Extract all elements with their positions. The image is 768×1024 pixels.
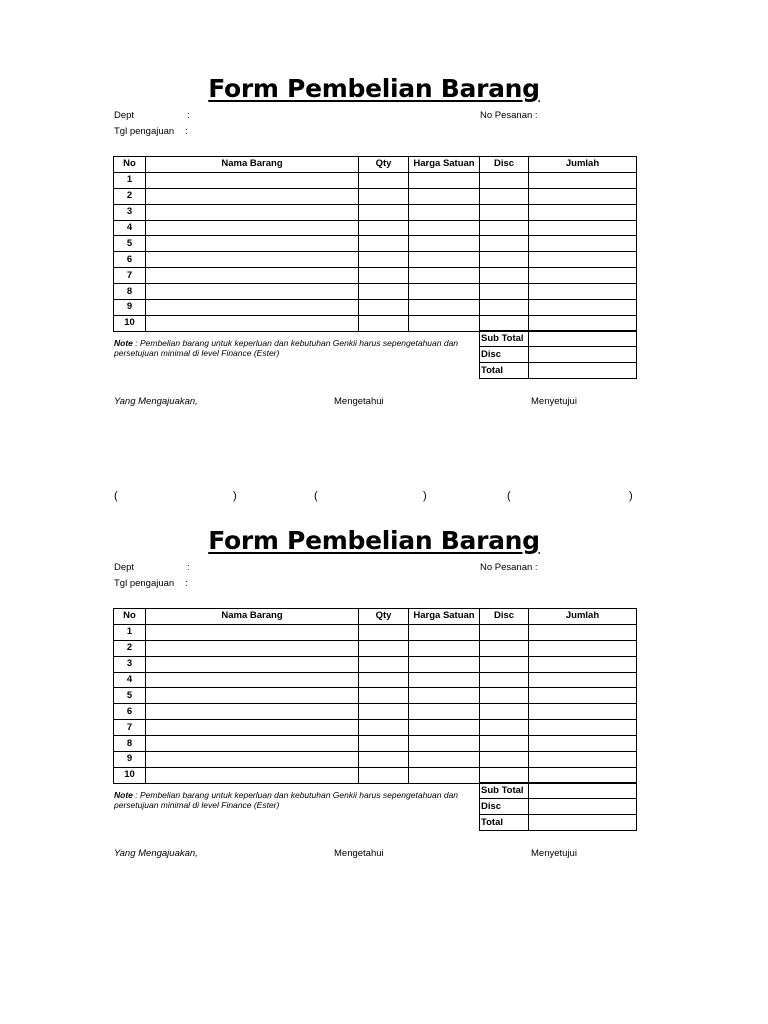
note-text <box>114 338 478 358</box>
cell-jumlah[interactable] <box>529 220 637 236</box>
cell-jumlah[interactable] <box>529 252 637 268</box>
no-pesanan-label: No Pesanan : <box>480 110 538 121</box>
dept-colon: : <box>187 110 190 121</box>
note-label: Note <box>114 790 133 800</box>
cell-nama-barang[interactable] <box>146 204 359 220</box>
cell-disc[interactable] <box>480 752 529 768</box>
total-label: Total <box>480 363 529 379</box>
row-number: 1 <box>114 624 146 640</box>
note-text <box>114 790 478 810</box>
table-row <box>114 315 637 331</box>
cell-qty[interactable] <box>359 172 409 188</box>
row-number: 6 <box>114 704 146 720</box>
total-label: Total <box>480 815 529 831</box>
signature-approved-label: Menyetujui <box>531 396 577 407</box>
items-table <box>113 608 637 784</box>
table-row <box>114 656 637 672</box>
table-row <box>114 220 637 236</box>
totals-table <box>479 782 637 831</box>
cell-disc[interactable] <box>480 720 529 736</box>
cell-jumlah[interactable] <box>529 624 637 640</box>
cell-nama-barang[interactable] <box>146 672 359 688</box>
col-header-nama-barang: Nama Barang <box>146 157 359 173</box>
row-number: 2 <box>114 640 146 656</box>
total-value[interactable] <box>529 363 637 379</box>
cell-qty[interactable] <box>359 204 409 220</box>
no-pesanan-label: No Pesanan : <box>480 562 538 573</box>
table-row <box>114 767 637 783</box>
cell-harga-satuan[interactable] <box>409 640 480 656</box>
cell-jumlah[interactable] <box>529 172 637 188</box>
signature-paren-close-3: ) <box>629 490 633 502</box>
subtotal-value[interactable] <box>529 331 637 347</box>
table-row <box>114 284 637 300</box>
cell-harga-satuan[interactable] <box>409 656 480 672</box>
col-header-jumlah: Jumlah <box>529 609 637 625</box>
tgl-pengajuan-field <box>114 578 214 590</box>
cell-harga-satuan[interactable] <box>409 736 480 752</box>
disc-total-value[interactable] <box>529 347 637 363</box>
cell-nama-barang[interactable] <box>146 736 359 752</box>
cell-jumlah[interactable] <box>529 656 637 672</box>
note-body: : Pembelian barang untuk keperluan dan kebutuhan Genkii harus sepengetahuan dan persetujuan minimal di level Finance (Ester) <box>114 790 459 810</box>
row-number: 2 <box>114 188 146 204</box>
subtotal-value[interactable] <box>529 783 637 799</box>
cell-jumlah[interactable] <box>529 752 637 768</box>
tgl-pengajuan-colon: : <box>185 578 188 589</box>
row-number: 9 <box>114 752 146 768</box>
table-row <box>114 704 637 720</box>
tgl-pengajuan-field <box>114 126 214 138</box>
col-header-disc: Disc <box>480 609 529 625</box>
row-number: 5 <box>114 688 146 704</box>
cell-jumlah[interactable] <box>529 720 637 736</box>
row-number: 5 <box>114 236 146 252</box>
col-header-jumlah: Jumlah <box>529 157 637 173</box>
cell-nama-barang[interactable] <box>146 188 359 204</box>
signature-paren-open-3: ( <box>507 490 511 502</box>
cell-qty[interactable] <box>359 268 409 284</box>
cell-qty[interactable] <box>359 640 409 656</box>
cell-nama-barang[interactable] <box>146 284 359 300</box>
signature-paren-close-1: ) <box>233 490 237 502</box>
table-header-row <box>114 157 637 173</box>
table-row <box>114 204 637 220</box>
row-number: 7 <box>114 720 146 736</box>
cell-disc[interactable] <box>480 688 529 704</box>
cell-jumlah[interactable] <box>529 284 637 300</box>
cell-jumlah[interactable] <box>529 204 637 220</box>
cell-jumlah[interactable] <box>529 300 637 316</box>
cell-disc[interactable] <box>480 300 529 316</box>
tgl-pengajuan-colon: : <box>185 126 188 137</box>
cell-harga-satuan[interactable] <box>409 704 480 720</box>
dept-field <box>114 110 214 122</box>
cell-nama-barang[interactable] <box>146 624 359 640</box>
form-title: Form Pembelian Barang <box>208 74 540 103</box>
cell-disc[interactable] <box>480 172 529 188</box>
cell-harga-satuan[interactable] <box>409 188 480 204</box>
row-number: 4 <box>114 672 146 688</box>
signature-acknowledged-label: Mengetahui <box>334 848 384 859</box>
cell-harga-satuan[interactable] <box>409 268 480 284</box>
col-header-disc: Disc <box>480 157 529 173</box>
cell-harga-satuan[interactable] <box>409 767 480 783</box>
cell-harga-satuan[interactable] <box>409 688 480 704</box>
disc-total-label: Disc <box>480 347 529 363</box>
col-header-nama-barang: Nama Barang <box>146 609 359 625</box>
table-row <box>114 300 637 316</box>
cell-qty[interactable] <box>359 252 409 268</box>
subtotal-label: Sub Total <box>480 331 529 347</box>
dept-colon: : <box>187 562 190 573</box>
total-row <box>480 363 637 379</box>
cell-nama-barang[interactable] <box>146 220 359 236</box>
disc-total-value[interactable] <box>529 799 637 815</box>
cell-jumlah[interactable] <box>529 188 637 204</box>
table-header-row <box>114 609 637 625</box>
table-row <box>114 252 637 268</box>
cell-nama-barang[interactable] <box>146 300 359 316</box>
cell-qty[interactable] <box>359 767 409 783</box>
cell-jumlah[interactable] <box>529 704 637 720</box>
cell-disc[interactable] <box>480 236 529 252</box>
cell-jumlah[interactable] <box>529 640 637 656</box>
cell-nama-barang[interactable] <box>146 688 359 704</box>
row-number: 3 <box>114 204 146 220</box>
cell-disc[interactable] <box>480 624 529 640</box>
dept-label: Dept <box>114 562 135 573</box>
cell-qty[interactable] <box>359 656 409 672</box>
cell-qty[interactable] <box>359 752 409 768</box>
col-header-harga-satuan: Harga Satuan <box>409 157 480 173</box>
cell-nama-barang[interactable] <box>146 720 359 736</box>
row-number: 3 <box>114 656 146 672</box>
cell-disc[interactable] <box>480 188 529 204</box>
cell-disc[interactable] <box>480 204 529 220</box>
cell-harga-satuan[interactable] <box>409 284 480 300</box>
cell-disc[interactable] <box>480 767 529 783</box>
cell-disc[interactable] <box>480 736 529 752</box>
cell-disc[interactable] <box>480 284 529 300</box>
table-row <box>114 672 637 688</box>
col-header-harga-satuan: Harga Satuan <box>409 609 480 625</box>
row-number: 10 <box>114 767 146 783</box>
cell-qty[interactable] <box>359 236 409 252</box>
tgl-pengajuan-label: Tgl pengajuan <box>114 578 175 589</box>
col-header-no: No <box>114 157 146 173</box>
cell-harga-satuan[interactable] <box>409 720 480 736</box>
cell-nama-barang[interactable] <box>146 268 359 284</box>
total-row <box>480 815 637 831</box>
disc-total-label: Disc <box>480 799 529 815</box>
cell-harga-satuan[interactable] <box>409 220 480 236</box>
cell-nama-barang[interactable] <box>146 252 359 268</box>
cell-harga-satuan[interactable] <box>409 236 480 252</box>
cell-harga-satuan[interactable] <box>409 672 480 688</box>
table-row <box>114 172 637 188</box>
cell-qty[interactable] <box>359 300 409 316</box>
signature-acknowledged-label: Mengetahui <box>334 396 384 407</box>
total-value[interactable] <box>529 815 637 831</box>
cell-nama-barang[interactable] <box>146 767 359 783</box>
cell-qty[interactable] <box>359 188 409 204</box>
note-label: Note <box>114 338 133 348</box>
cell-qty[interactable] <box>359 315 409 331</box>
cell-harga-satuan[interactable] <box>409 300 480 316</box>
cell-nama-barang[interactable] <box>146 315 359 331</box>
cell-nama-barang[interactable] <box>146 656 359 672</box>
cell-jumlah[interactable] <box>529 315 637 331</box>
cell-harga-satuan[interactable] <box>409 752 480 768</box>
signature-approved-label: Menyetujui <box>531 848 577 859</box>
table-row <box>114 236 637 252</box>
dept-field <box>114 562 214 574</box>
row-number: 4 <box>114 220 146 236</box>
cell-nama-barang[interactable] <box>146 236 359 252</box>
cell-disc[interactable] <box>480 656 529 672</box>
cell-harga-satuan[interactable] <box>409 204 480 220</box>
table-row <box>114 188 637 204</box>
col-header-qty: Qty <box>359 609 409 625</box>
tgl-pengajuan-label: Tgl pengajuan <box>114 126 175 137</box>
cell-qty[interactable] <box>359 624 409 640</box>
row-number: 10 <box>114 315 146 331</box>
cell-harga-satuan[interactable] <box>409 624 480 640</box>
cell-qty[interactable] <box>359 672 409 688</box>
row-number: 7 <box>114 268 146 284</box>
cell-jumlah[interactable] <box>529 688 637 704</box>
row-number: 8 <box>114 736 146 752</box>
cell-nama-barang[interactable] <box>146 172 359 188</box>
col-header-qty: Qty <box>359 157 409 173</box>
table-row <box>114 752 637 768</box>
signature-paren-open-2: ( <box>314 490 318 502</box>
cell-qty[interactable] <box>359 220 409 236</box>
cell-disc[interactable] <box>480 704 529 720</box>
signature-paren-open-1: ( <box>114 490 118 502</box>
cell-qty[interactable] <box>359 736 409 752</box>
cell-harga-satuan[interactable] <box>409 315 480 331</box>
cell-jumlah[interactable] <box>529 268 637 284</box>
signature-applicant-label: Yang Mengajuakan, <box>114 848 198 859</box>
table-row <box>114 688 637 704</box>
cell-qty[interactable] <box>359 704 409 720</box>
cell-nama-barang[interactable] <box>146 752 359 768</box>
dept-label: Dept <box>114 110 135 121</box>
row-number: 6 <box>114 252 146 268</box>
subtotal-label: Sub Total <box>480 783 529 799</box>
row-number: 8 <box>114 284 146 300</box>
cell-disc[interactable] <box>480 315 529 331</box>
table-row <box>114 640 637 656</box>
form-title: Form Pembelian Barang <box>208 526 540 555</box>
row-number: 1 <box>114 172 146 188</box>
table-row <box>114 268 637 284</box>
cell-disc[interactable] <box>480 220 529 236</box>
table-row <box>114 720 637 736</box>
disc-total-row <box>480 799 637 815</box>
signature-paren-close-2: ) <box>423 490 427 502</box>
cell-nama-barang[interactable] <box>146 704 359 720</box>
note-body: : Pembelian barang untuk keperluan dan kebutuhan Genkii harus sepengetahuan dan persetujuan minimal di level Finance (Ester) <box>114 338 459 358</box>
items-table <box>113 156 637 332</box>
disc-total-row <box>480 347 637 363</box>
table-row <box>114 624 637 640</box>
cell-disc[interactable] <box>480 640 529 656</box>
cell-disc[interactable] <box>480 268 529 284</box>
cell-jumlah[interactable] <box>529 736 637 752</box>
table-row <box>114 736 637 752</box>
cell-jumlah[interactable] <box>529 767 637 783</box>
cell-jumlah[interactable] <box>529 672 637 688</box>
subtotal-row <box>480 783 637 799</box>
cell-nama-barang[interactable] <box>146 640 359 656</box>
subtotal-row <box>480 331 637 347</box>
cell-qty[interactable] <box>359 720 409 736</box>
cell-harga-satuan[interactable] <box>409 252 480 268</box>
totals-table <box>479 330 637 379</box>
cell-disc[interactable] <box>480 252 529 268</box>
cell-disc[interactable] <box>480 672 529 688</box>
cell-harga-satuan[interactable] <box>409 172 480 188</box>
signature-applicant-label: Yang Mengajuakan, <box>114 396 198 407</box>
cell-jumlah[interactable] <box>529 236 637 252</box>
cell-qty[interactable] <box>359 284 409 300</box>
row-number: 9 <box>114 300 146 316</box>
col-header-no: No <box>114 609 146 625</box>
cell-qty[interactable] <box>359 688 409 704</box>
